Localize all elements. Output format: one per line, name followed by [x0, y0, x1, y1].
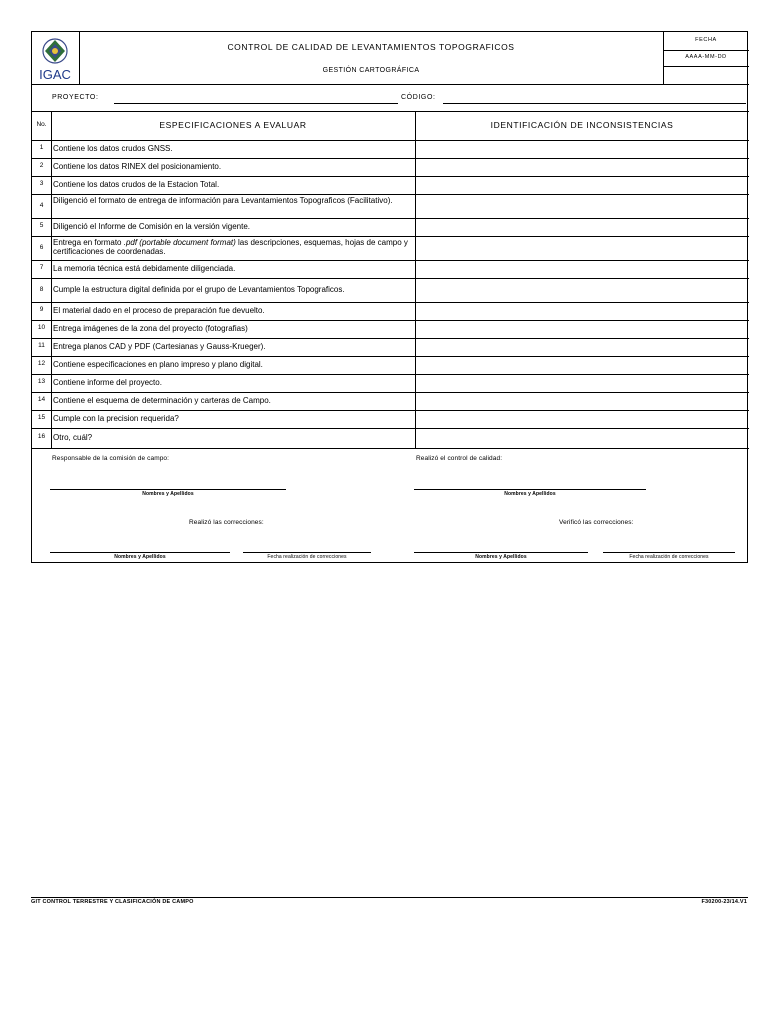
correcciones-date-line[interactable] [243, 552, 371, 553]
fecha-label: FECHA [695, 37, 717, 43]
footer-right: F30200-23/14.V1 [701, 899, 747, 905]
row-spec: La memoria técnica está debidamente diligenciada. [53, 264, 236, 273]
row-number: 16 [37, 433, 46, 440]
responsable-signature-line[interactable] [50, 489, 286, 490]
svg-text:IGAC: IGAC [39, 67, 71, 82]
row-spec: Contiene especificaciones en plano impreso y plano digital. [53, 360, 263, 369]
correcciones-nombres: Nombres y Apellidos [114, 554, 166, 560]
realizo-control-label: Realizó el control de calidad: [416, 455, 503, 462]
row-spec-post: las descripciones, esquemas, hojas de campo y certificaciones de coordenadas. [53, 238, 408, 256]
row-number: 1 [39, 144, 44, 151]
correcciones-fecha: Fecha realización de correcciones [267, 554, 347, 560]
row-number: 9 [39, 306, 44, 313]
row-spec: Cumple con la precision requerida? [53, 414, 179, 423]
footer-left: GIT CONTROL TERRESTRE Y CLASIFICACIÓN DE CAMPO [31, 899, 194, 905]
row-spec: Diligenció el Informe de Comisión en la versión vigente. [53, 222, 250, 231]
row-number: 6 [39, 244, 44, 251]
col-no-header: No. [36, 121, 47, 128]
codigo-field[interactable] [443, 103, 746, 104]
row-number: 10 [37, 324, 46, 331]
row-number: 4 [39, 202, 44, 209]
row-spec: Entrega imágenes de la zona del proyecto (fotografias) [53, 324, 248, 333]
verifico-correcciones-label: Verificó las correcciones: [559, 519, 634, 526]
verifico-name-line[interactable] [414, 552, 588, 553]
footer-divider [31, 897, 748, 898]
control-nombres: Nombres y Apellidos [504, 491, 556, 497]
col-incons-header: IDENTIFICACIÓN DE INCONSISTENCIAS [490, 120, 674, 130]
verifico-date-line[interactable] [603, 552, 735, 553]
realizo-correcciones-label: Realizó las correcciones: [189, 519, 264, 526]
proyecto-label: PROYECTO: [52, 94, 99, 101]
row-spec: Contiene los datos RINEX del posicionamiento. [53, 162, 222, 171]
quality-control-form [31, 31, 748, 563]
row-number: 3 [39, 180, 44, 187]
codigo-label: CÓDIGO: [401, 94, 436, 101]
row-spec: Contiene el esquema de determinación y carteras de Campo. [53, 396, 271, 405]
row-spec [53, 238, 413, 256]
row-spec: Contiene los datos crudos de la Estacion Total. [53, 180, 220, 189]
igac-logo [32, 32, 79, 84]
row-spec: Contiene informe del proyecto. [53, 378, 162, 387]
form-subtitle: GESTIÓN CARTOGRÁFICA [322, 67, 420, 74]
row-number: 11 [38, 342, 45, 349]
control-signature-line[interactable] [414, 489, 646, 490]
row-spec-pre: Entrega en formato [53, 238, 124, 247]
row-spec: Cumple la estructura digital definida por el grupo de Levantamientos Topograficos. [53, 285, 345, 294]
row-number: 13 [37, 378, 46, 385]
row-number: 2 [39, 162, 44, 169]
row-number: 12 [37, 360, 46, 367]
row-number: 15 [37, 414, 46, 421]
verifico-nombres: Nombres y Apellidos [475, 554, 527, 560]
row-spec: Contiene los datos crudos GNSS. [53, 144, 173, 153]
row-spec: Entrega planos CAD y PDF (Cartesianas y Gauss-Krueger). [53, 342, 266, 351]
row-spec: El material dado en el proceso de preparación fue devuelto. [53, 306, 265, 315]
responsable-nombres: Nombres y Apellidos [142, 491, 194, 497]
row-number: 14 [37, 396, 46, 403]
responsable-label: Responsable de la comisión de campo: [52, 455, 170, 462]
row-spec: Diligenció el formato de entrega de información para Levantamientos Topograficos (Facilitativo). [53, 196, 393, 205]
proyecto-field[interactable] [114, 103, 398, 104]
row-number: 8 [39, 286, 44, 293]
correcciones-name-line[interactable] [50, 552, 230, 553]
form-title: CONTROL DE CALIDAD DE LEVANTAMIENTOS TOPOGRAFICOS [227, 42, 515, 52]
verifico-fecha: Fecha realización de correcciones [629, 554, 709, 560]
col-spec-header: ESPECIFICACIONES A EVALUAR [159, 120, 307, 130]
row-number: 7 [39, 264, 44, 271]
fecha-format: AAAA-MM-DD [685, 54, 727, 60]
row-spec-italic: .pdf (portable document format) [123, 238, 236, 247]
row-number: 5 [39, 222, 44, 229]
row-spec: Otro, cuál? [53, 433, 93, 442]
